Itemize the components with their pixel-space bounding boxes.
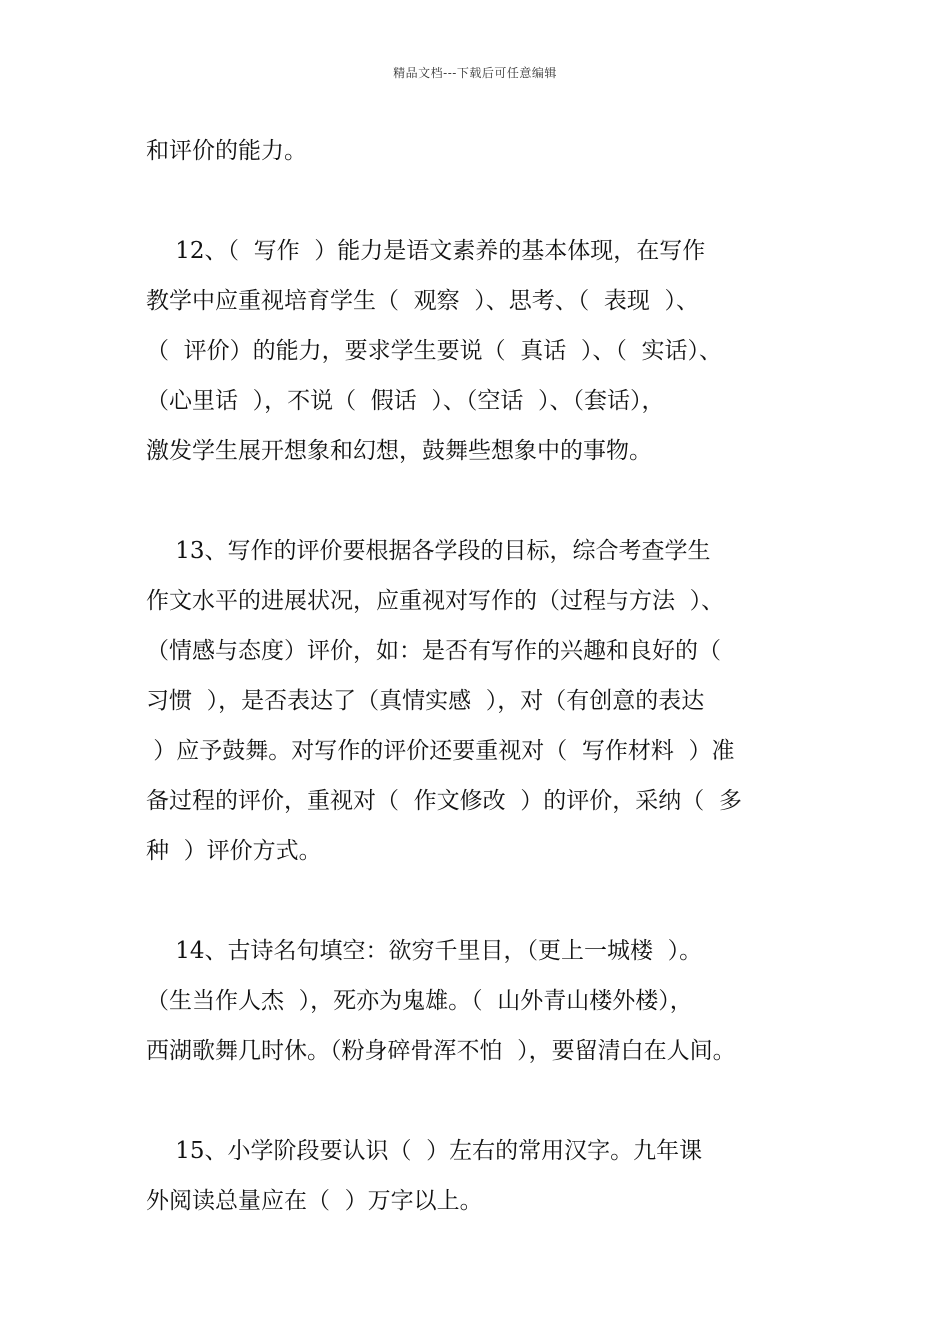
text-line: 备过程的评价，重视对（ 作文修改 ）的评价，采纳（ 多 [146,788,742,814]
text-line: 西湖歌舞几时休。（粉身碎骨浑不怕 ），要留清白在人间。 [146,1038,736,1064]
text-line: 13、写作的评价要根据各学段的目标，综合考查学生 [146,538,711,564]
paragraph-item-15 [146,1126,826,1226]
page-header: 精品文档---下载后可任意编辑 [393,66,557,80]
text-line: 种 ）评价方式。 [146,838,322,864]
text-line: 作文水平的进展状况，应重视对写作的（过程与方法 ）、 [146,588,725,614]
text-line: （情感与态度）评价，如：是否有写作的兴趣和良好的（ [146,638,721,664]
document-body [146,126,826,1226]
text-line: 14、古诗名句填空：欲穷千里目，（更上一城楼 ）。 [146,938,703,964]
text-line: 外阅读总量应在（ ）万字以上。 [146,1188,483,1214]
text-line: （生当作人杰 ），死亦为鬼雄。（ 山外青山楼外楼）， [146,988,693,1014]
text-line: 激发学生展开想象和幻想，鼓舞些想象中的事物。 [146,438,652,464]
text-line: 习惯 ），是否表达了（真情实感 ），对（有创意的表达 [146,688,705,714]
paragraph-item-14 [146,926,826,1076]
text-line: 12、（ 写作 ）能力是语文素养的基本体现，在写作 [146,238,706,264]
paragraph-continuation [146,126,826,176]
text-line: 15、小学阶段要认识（ ）左右的常用汉字。九年课 [146,1138,703,1164]
text-line: 教学中应重视培育学生（ 观察 ）、思考、（ 表现 ）、 [146,288,699,314]
paragraph-item-12 [146,226,826,476]
text-line: （ 评价）的能力，要求学生要说（ 真话 ）、（ 实话）、 [146,338,722,364]
text-line: （心里话 ），不说（ 假话 ）、（空话 ）、（套话）， [146,388,665,414]
text-line: ）应予鼓舞。对写作的评价还要重视对（ 写作材料 ）准 [146,738,735,764]
text-line: 和评价的能力。 [146,138,307,164]
paragraph-item-13 [146,526,826,876]
